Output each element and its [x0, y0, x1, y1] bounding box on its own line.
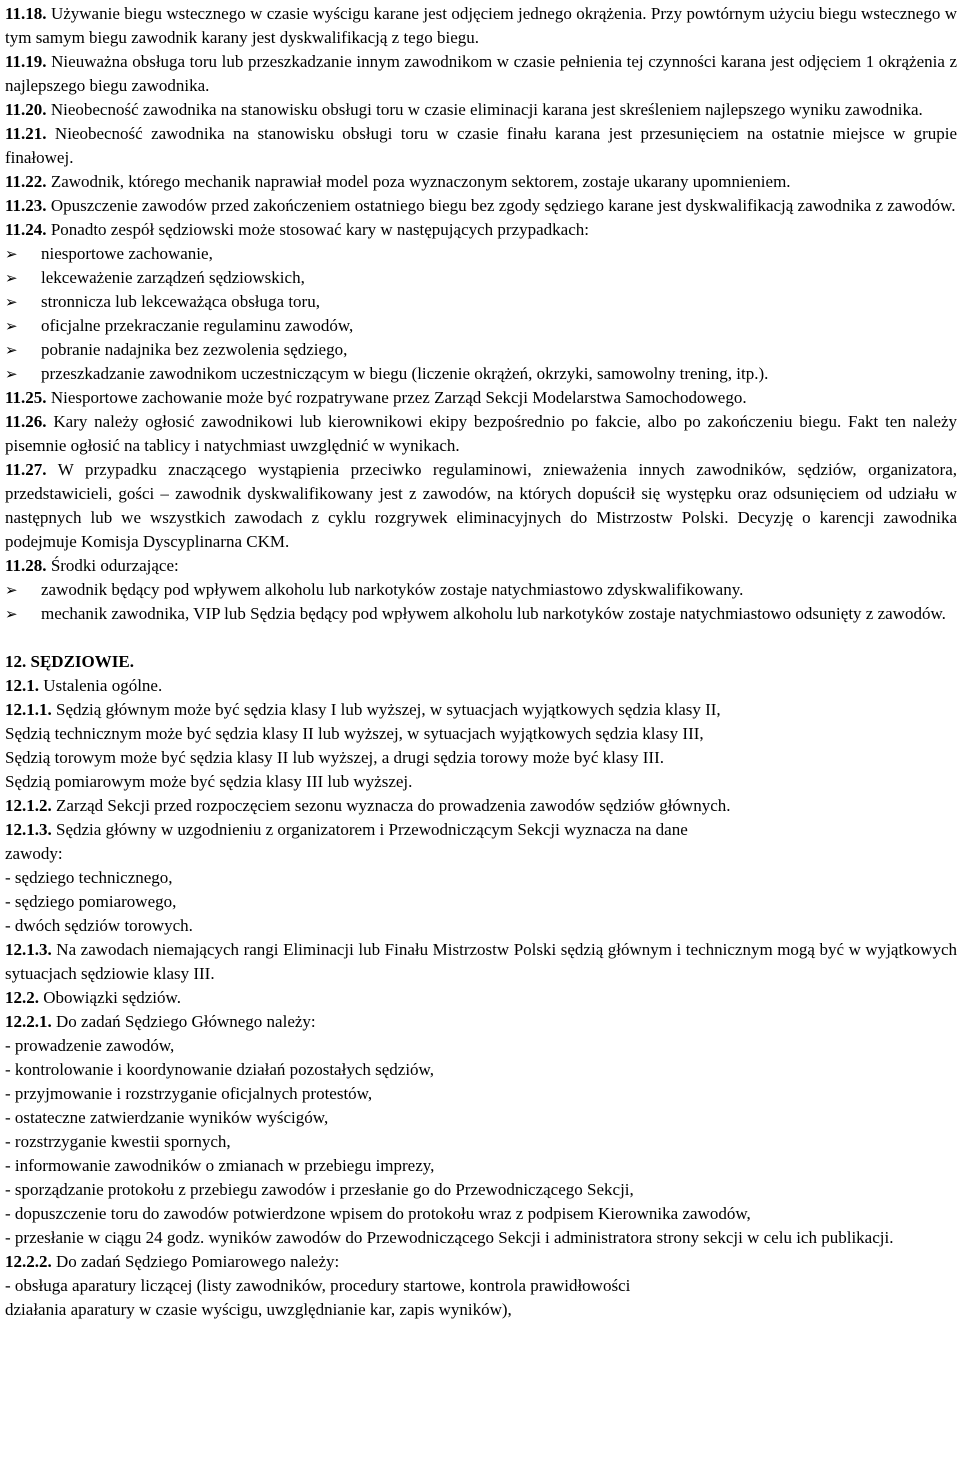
text-line: Sędzią torowym może być sędzia klasy II lub wyższej, a drugi sędzia torowy może być klasy III. [5, 748, 665, 767]
section-number: 11.26. [5, 412, 47, 431]
section-number: 11.22. [5, 172, 47, 191]
section-number: 11.18. [5, 4, 47, 23]
text-line: Sędzią technicznym może być sędzia klasy II lub wyższej, w sytuacjach wyjątkowych sędzia klasy III, [5, 724, 704, 743]
dash-item: - dopuszczenie toru do zawodów potwierdzone wpisem do protokołu wraz z podpisem Kierownika zawodów, [5, 1204, 751, 1223]
section-12-2-2 [5, 1250, 957, 1274]
list-item: ➢ zawodnik będący pod wpływem alkoholu lub narkotyków zostaje natychmiastowo zdyskwalifikowany. [5, 578, 957, 602]
section-text: W przypadku znaczącego wystąpienia przeciwko regulaminowi, znieważenia innych zawodników, sędziów, organizatora, przedstawicieli, gości – zawodnik dyskwalifikowany jest z zawodów, na których dopuścił się występku oraz odsunięciem od udziału w następnych lub we wszystkich zawodach z cyklu rozgrywek eliminacyjnych do Mistrzostw Polski. Decyzję o karencji zawodnika podejmuje Komisja Dyscyplinarna CKM. [5, 460, 957, 551]
section-text: Sędzia główny w uzgodnieniu z organizatorem i Przewodniczącym Sekcji wyznacza na dane [56, 820, 688, 839]
section-12-1-3-b [5, 938, 957, 986]
list-item: ➢ stronnicza lub lekceważąca obsługa toru, [5, 290, 957, 314]
section-number: 12.2.2. [5, 1252, 52, 1271]
dash-item: - rozstrzyganie kwestii spornych, [5, 1132, 231, 1151]
section-11-25 [5, 386, 957, 410]
section-12-2 [5, 986, 957, 1010]
section-text: Do zadań Sędziego Głównego należy: [56, 1012, 316, 1031]
list-item: ➢ mechanik zawodnika, VIP lub Sędzia będący pod wpływem alkoholu lub narkotyków zostaje natychmiastowo odsunięty z zawodów. [5, 602, 957, 626]
section-text: Opuszczenie zawodów przed zakończeniem ostatniego biegu bez zgody sędziego karane jest dyskwalifikacją zawodnika z zawodów. [50, 196, 956, 215]
list-item: ➢ niesportowe zachowanie, [5, 242, 957, 266]
section-text: Nieobecność zawodnika na stanowisku obsługi toru w czasie eliminacji karana jest skreśleniem najlepszego wyniku zawodnika. [50, 100, 923, 119]
dash-item: - obsługa aparatury liczącej (listy zawodników, procedury startowe, kontrola prawidłowości [5, 1276, 631, 1295]
text-line: działania aparatury w czasie wyścigu, uwzględnianie kar, zapis wyników), [5, 1300, 512, 1319]
section-number: 12.1.3. [5, 940, 52, 959]
arrowhead-bullet-icon: ➢ [5, 245, 18, 263]
penalty-list [5, 242, 957, 386]
section-11-28 [5, 554, 957, 578]
section-text: Na zawodach niemających rangi Eliminacji lub Finału Mistrzostw Polski sędzią głównym i technicznym mogą być w wyjątkowych sytuacjach sędziowie klasy III. [5, 940, 958, 983]
section-number: 11.20. [5, 100, 47, 119]
section-11-24 [5, 218, 957, 242]
dash-item: - przyjmowanie i rozstrzyganie oficjalnych protestów, [5, 1084, 373, 1103]
dash-item: - ostateczne zatwierdzanie wyników wyścigów, [5, 1108, 329, 1127]
section-text: Obowiązki sędziów. [43, 988, 181, 1007]
section-number: 12.1.1. [5, 700, 52, 719]
section-text: Nieuważna obsługa toru lub przeszkadzanie innym zawodnikom w czasie pełnienia tej czynności karana jest odjęciem 1 okrążenia z najlepszego biegu zawodnika. [5, 52, 958, 95]
arrowhead-bullet-icon: ➢ [5, 293, 18, 311]
dash-item: - przesłanie w ciągu 24 godz. wyników zawodów do Przewodniczącego Sekcji i administratora strony sekcji w celu ich publikacji. [5, 1228, 894, 1247]
section-number: 12.1.3. [5, 820, 52, 839]
dash-item: - kontrolowanie i koordynowanie działań pozostałych sędziów, [5, 1060, 434, 1079]
text-line: zawody: [5, 844, 63, 863]
section-11-20 [5, 98, 957, 122]
intoxicants-list [5, 578, 957, 626]
section-text: Środki odurzające: [50, 556, 179, 575]
section-text: Niesportowe zachowanie może być rozpatrywane przez Zarząd Sekcji Modelarstwa Samochodowego. [50, 388, 747, 407]
section-text: Sędzią głównym może być sędzia klasy I lub wyższej, w sytuacjach wyjątkowych sędzia klasy II, [56, 700, 721, 719]
list-item: ➢ lekceważenie zarządzeń sędziowskich, [5, 266, 957, 290]
section-text: Nieobecność zawodnika na stanowisku obsługi toru w czasie finału karana jest przesunięciem na ostatnie miejsce w grupie finałowej. [5, 124, 957, 167]
dash-item: - dwóch sędziów torowych. [5, 916, 193, 935]
section-text: Używanie biegu wstecznego w czasie wyścigu karane jest odjęciem jednego okrążenia. Przy powtórnym użyciu biegu wstecznego w tym samym biegu zawodnik karany jest dyskwalifikacją z tego biegu. [5, 4, 958, 47]
section-number: 11.21. [5, 124, 47, 143]
arrowhead-bullet-icon: ➢ [5, 581, 18, 599]
section-number: 11.25. [5, 388, 47, 407]
section-11-26 [5, 410, 957, 458]
section-number: 11.19. [5, 52, 47, 71]
section-number: 12.1.2. [5, 796, 52, 815]
dash-item: - sporządzanie protokołu z przebiegu zawodów i przesłanie go do Przewodniczącego Sekcji, [5, 1180, 634, 1199]
section-number: 11.24. [5, 220, 47, 239]
dash-item: - sędziego pomiarowego, [5, 892, 177, 911]
list-item: ➢ pobranie nadajnika bez zezwolenia sędziego, [5, 338, 957, 362]
section-12-1-1 [5, 698, 957, 722]
section-11-23 [5, 194, 957, 218]
section-12-2-1 [5, 1010, 957, 1034]
text-line: Sędzią pomiarowym może być sędzia klasy III lub wyższej. [5, 772, 413, 791]
section-text: Kary należy ogłosić zawodnikowi lub kierownikowi ekipy bezpośrednio po fakcie, albo po zakończeniu biegu. Fakt ten należy pisemnie ogłosić na tablicy i natychmiast uwzględnić w wynikach. [5, 412, 957, 455]
section-text: Zawodnik, którego mechanik naprawiał model poza wyznaczonym sektorem, zostaje ukarany upomnieniem. [50, 172, 791, 191]
section-11-18 [5, 2, 957, 50]
section-11-22 [5, 170, 957, 194]
section-11-27 [5, 458, 957, 554]
arrowhead-bullet-icon: ➢ [5, 365, 18, 383]
section-number: 11.28. [5, 556, 47, 575]
list-item: ➢ przeszkadzanie zawodnikom uczestniczącym w biegu (liczenie okrążeń, okrzyki, samowolny trening, itp.). [5, 362, 957, 386]
section-text: Ponadto zespół sędziowski może stosować kary w następujących przypadkach: [50, 220, 589, 239]
chapter-heading: 12. SĘDZIOWIE. [5, 652, 134, 671]
section-number: 12.2. [5, 988, 39, 1007]
dash-item: - prowadzenie zawodów, [5, 1036, 175, 1055]
section-text: Zarząd Sekcji przed rozpoczęciem sezonu wyznacza do prowadzenia zawodów sędziów głównych. [56, 796, 731, 815]
dash-item: - informowanie zawodników o zmianach w przebiegu imprezy, [5, 1156, 435, 1175]
section-text: Do zadań Sędziego Pomiarowego należy: [56, 1252, 340, 1271]
section-12-1-3 [5, 818, 957, 842]
section-text: Ustalenia ogólne. [43, 676, 163, 695]
section-12-1-2 [5, 794, 957, 818]
section-number: 12.2.1. [5, 1012, 52, 1031]
section-number: 11.27. [5, 460, 47, 479]
section-11-19 [5, 50, 957, 98]
arrowhead-bullet-icon: ➢ [5, 317, 18, 335]
dash-item: - sędziego technicznego, [5, 868, 173, 887]
section-number: 11.23. [5, 196, 47, 215]
list-item: ➢ oficjalne przekraczanie regulaminu zawodów, [5, 314, 957, 338]
section-12-1 [5, 674, 957, 698]
arrowhead-bullet-icon: ➢ [5, 269, 18, 287]
section-11-21 [5, 122, 957, 170]
section-number: 12.1. [5, 676, 39, 695]
arrowhead-bullet-icon: ➢ [5, 341, 18, 359]
arrowhead-bullet-icon: ➢ [5, 605, 18, 623]
blank-line [5, 626, 957, 650]
